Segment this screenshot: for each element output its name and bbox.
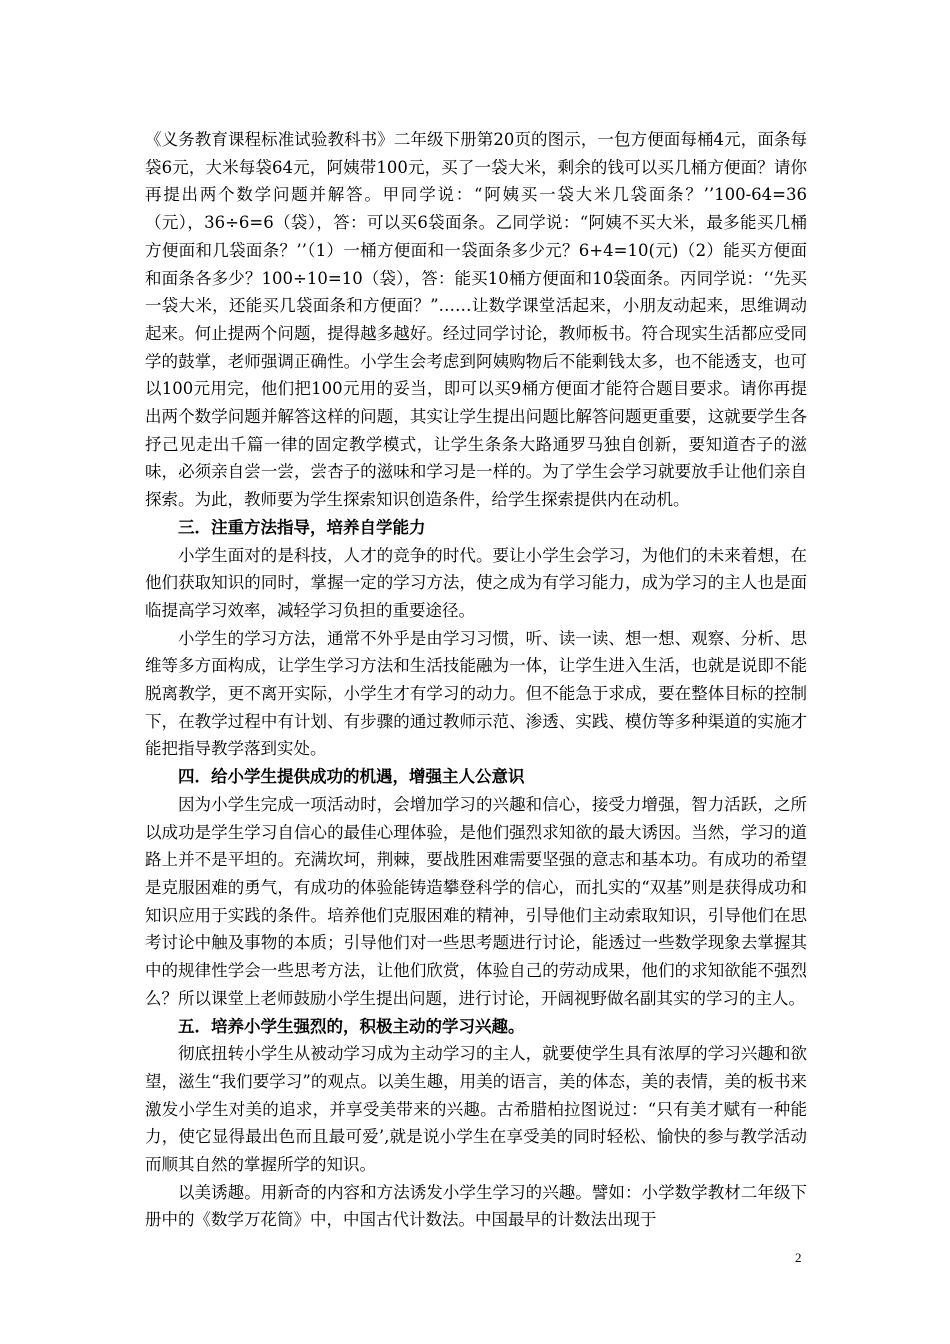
paragraph-success: 因为小学生完成一项活动时，会增加学习的兴趣和信心，接受力增强，智力活跃，之所以成功是学生学习自信心的最佳心理体验，是他们强烈求知欲的最大诱因。当然，学习的道路上并不是平坦的。充满坎坷，荆棘，要战胜困难需要坚强的意志和基本功。有成功的希望是克服困难的勇气，有成功的体验能铸造攀登科学的信心，而扎实的“双基”则是获得成功和知识应用于实践的条件。培养他们克服困难的精神，引导他们主动索取知识，引导他们在思考讨论中触及事物的本质；引导他们对一些思考题进行讨论，能透过一些数学现象去掌握其中的规律性学会一些思考方法，让他们欣赏，体验自己的劳动成果，他们的求知欲能不强烈么？所以课堂上老师鼓励小学生提出问题，进行讨论，开阔视野做名副其实的学习的主人。 bbox=[145, 794, 807, 1008]
paragraph-method-1: 小学生面对的是科技，人才的竞争的时代。要让小学生会学习，为他们的未来着想，在他们获取知识的同时，掌握一定的学习方法，使之成为有学习能力，成为学习的主人也是面临提高学习效率，减轻学习负担的重要途径。 bbox=[145, 545, 807, 620]
page-number: 2 bbox=[795, 1250, 802, 1265]
section-heading-four: 四．给小学生提供成功的机遇，增强主人公意识 bbox=[178, 767, 525, 787]
paragraph-method-2: 小学生的学习方法，通常不外乎是由学习习惯，听、读一读、想一想、观察、分析、思维等多方面构成，让学生学习方法和生活技能融为一体，让学生进入生活，也就是说即不能脱离教学，更不离开实际，小学生才有学习的动力。但不能急于求成，要在整体目标的控制下，在教学过程中有计划、有步骤的通过教师示范、渗透、实践、模仿等多种渠道的实施才能把指导教学落到实处。 bbox=[145, 628, 807, 759]
section-heading-three: 三．注重方法指导，培养自学能力 bbox=[178, 517, 426, 537]
paragraph-interest-1: 彻底扭转小学生从被动学习成为主动学习的主人，就要使学生具有浓厚的学习兴趣和欲望，滋生“我们要学习”的观点。以美生趣，用美的语言，美的体态，美的表情，美的板书来激发小学生对美的追求，并享受美带来的兴趣。古希腊柏拉图说过：“只有美才赋有一种能力，使它显得最出色而且最可爱’,就是说小学生在享受美的同时轻松、愉快的参与教学活动而顺其自然的掌握所学的知识。 bbox=[145, 1044, 807, 1175]
paragraph-intro-example: 《义务教育课程标准试验教科书》二年级下册第20页的图示，一包方便面每桶4元，面条每袋6元，大米每袋64元，阿姨带100元，买了一袋大米，剩余的钱可以买几桶方便面？请你再提出两个数学问题并解答。甲同学说：“阿姨买一袋大米几袋面条？’’100-64=36（元），36÷6=6（袋），答：可以买6袋面条。乙同学说：“阿姨不买大米，最多能买几桶方便面和几袋面条？’’（1）一桶方便面和一袋面条多少元？6+4=10(元)（2）能买方便面和面条各多少？100÷10=10（袋），答：能买10桶方便面和10袋面条。丙同学说：‘‘先买一袋大米，还能买几袋面条和方便面？”……让数学课堂活起来，小朋友动起来，思维调动起来。何止提两个问题，提得越多越好。经过同学讨论，教师板书。符合现实生活都应受同学的鼓掌，老师强调正确性。小学生会考虑到阿姨购物后不能剩钱太多，也不能透支，也可以100元用完，他们把100元用的妥当，即可以买9桶方便面才能符合题目要求。请你再提出两个数学问题并解答这样的问题，其实让学生提出问题比解答问题更重要，这就要学生各抒己见走出千篇一律的固定教学模式，让学生条条大路通罗马独自创新，要知道杏子的滋味，必须亲自尝一尝，尝杏子的滋味和学习是一样的。为了学生会学习就要放手让他们亲自探索。为此，教师要为学生探索知识创造条件，给学生探索提供内在动机。 bbox=[145, 130, 807, 510]
paragraph-interest-2: 以美诱趣。用新奇的内容和方法诱发小学生学习的兴趣。譬如：小学数学教材二年级下册中的《数学万花筒》中，中国古代计数法。中国最早的计数法出现于 bbox=[145, 1182, 807, 1230]
section-heading-five: 五．培养小学生强烈的，积极主动的学习兴趣。 bbox=[178, 1016, 525, 1036]
document-body bbox=[145, 126, 807, 1234]
